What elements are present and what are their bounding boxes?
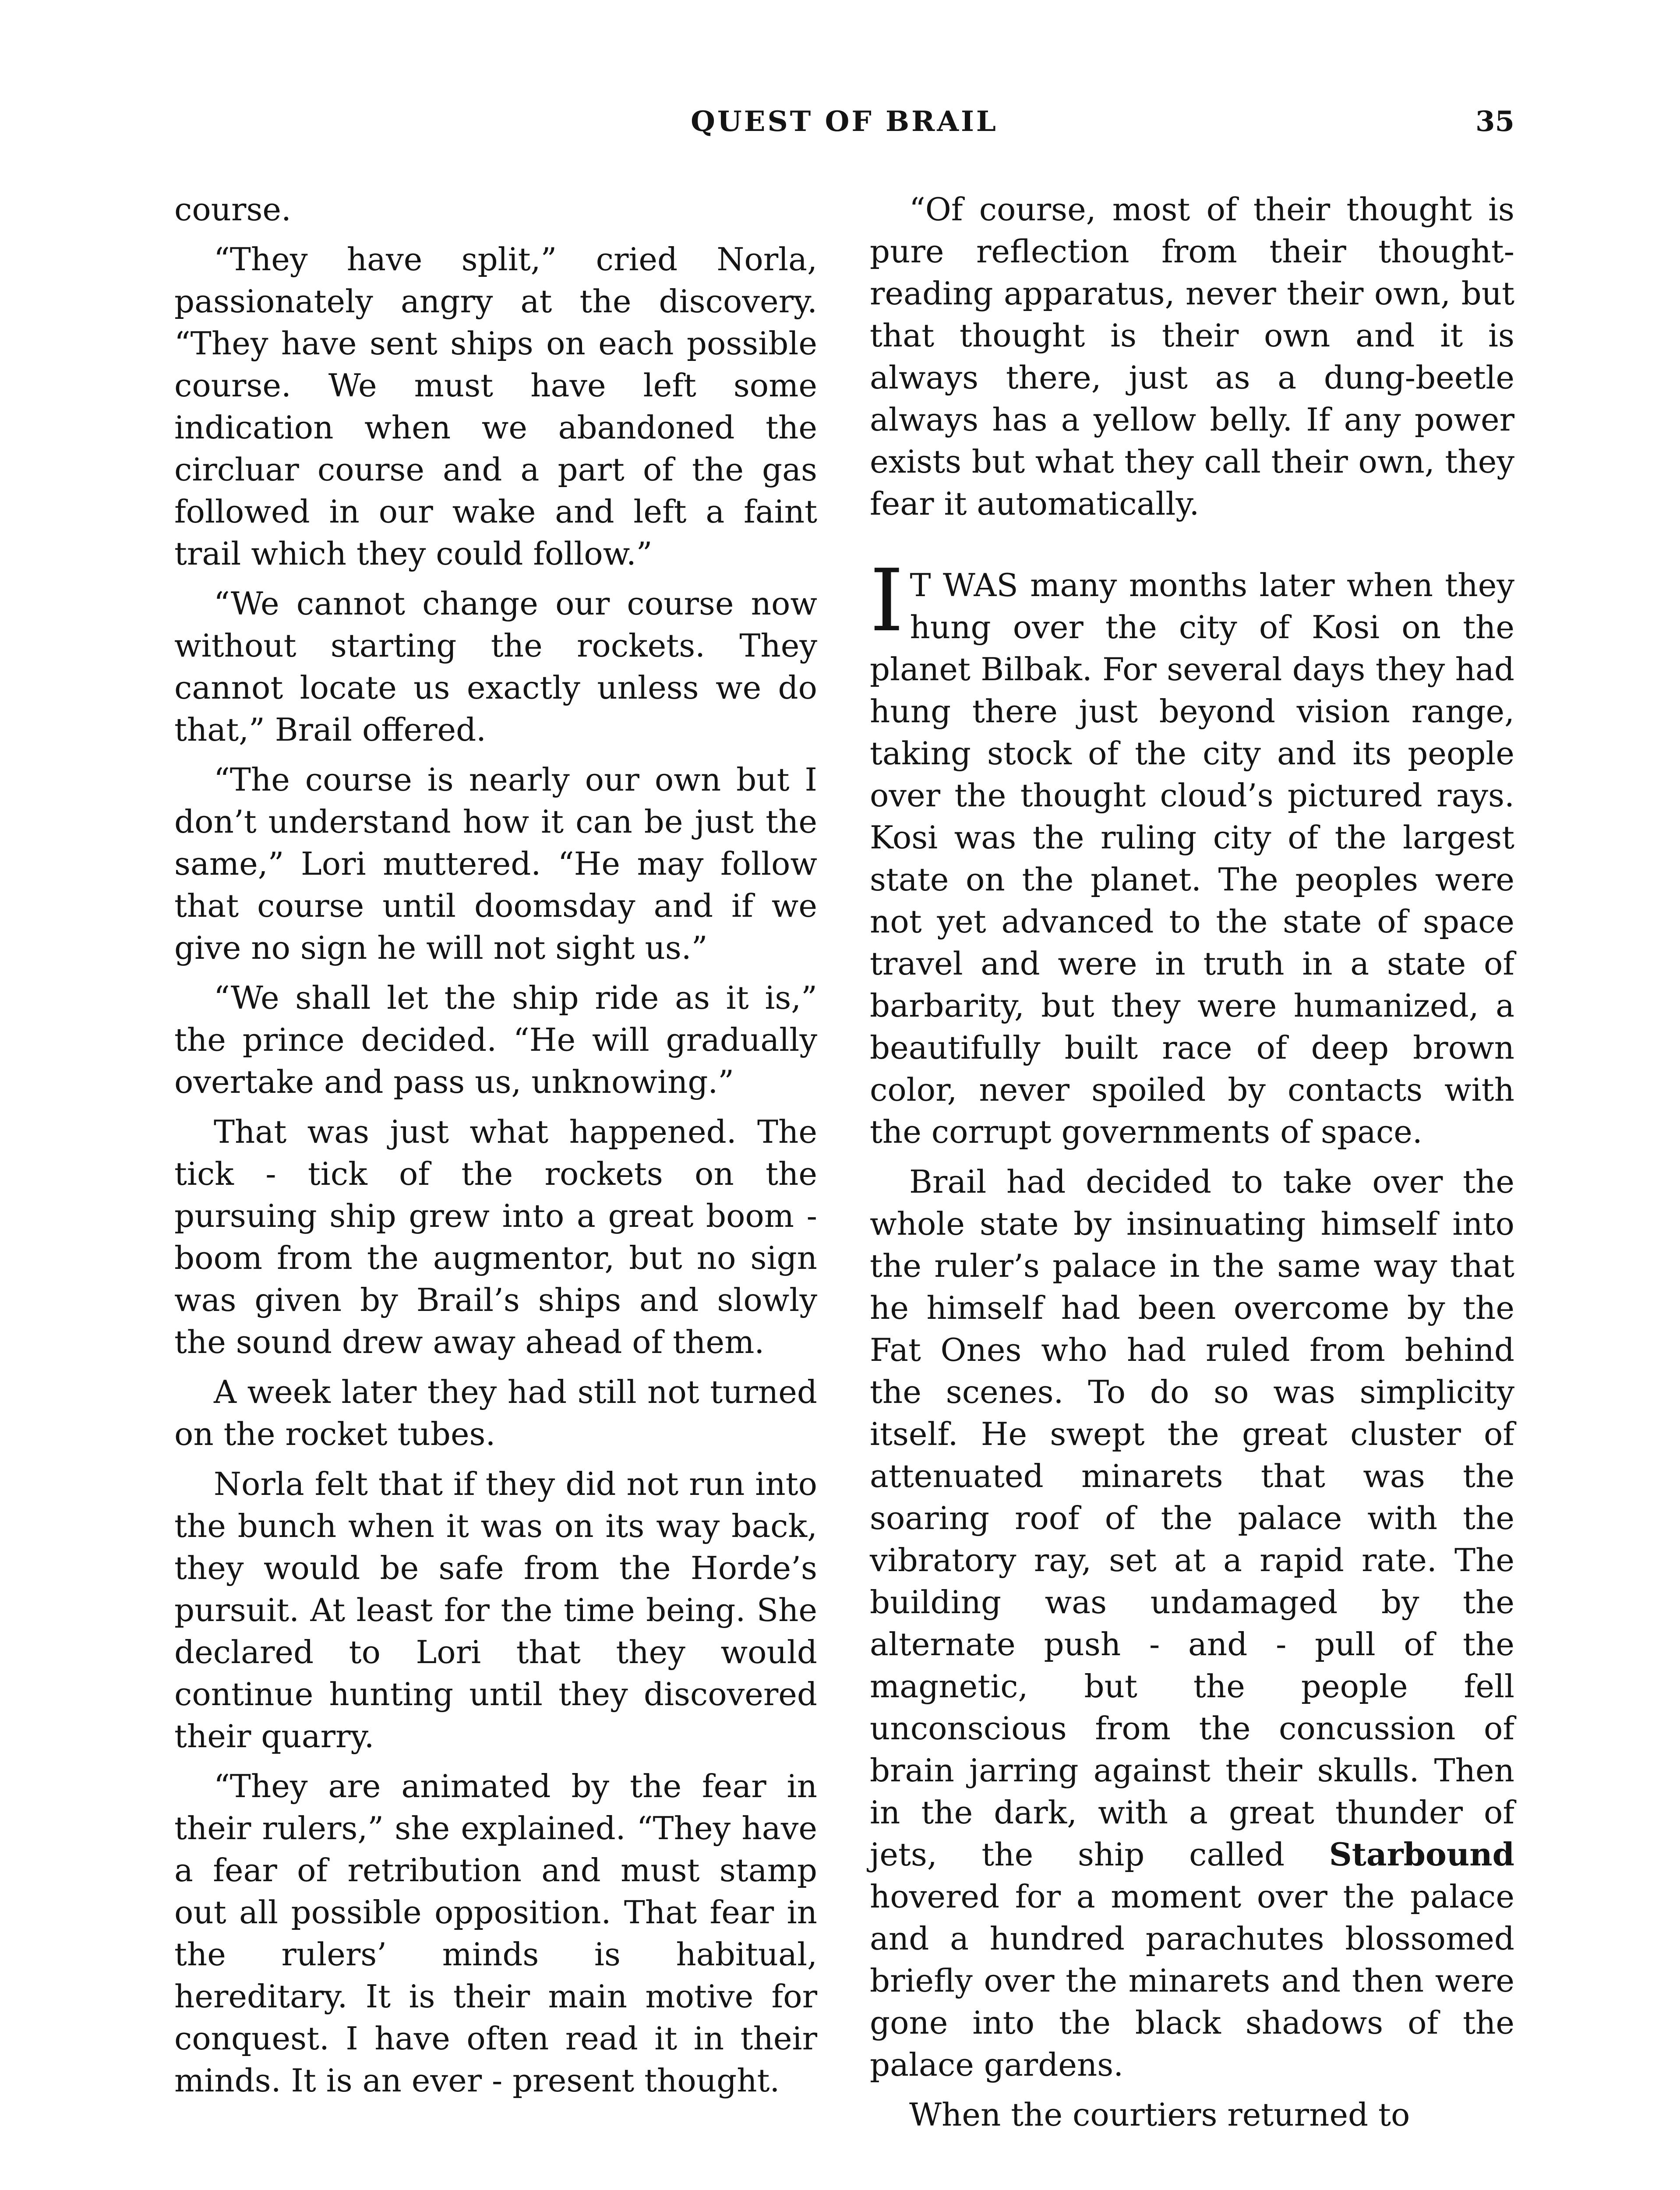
paragraph: “They have split,” cried Norla, passionately angry at the discovery. “They have sent ships on each possible course. We must have left some indication when we abandoned the circluar course and a part of the gas followed in our wake and left a faint trail which they could follow.” — [174, 241, 817, 572]
paragraph: “The course is nearly our own but I don’t understand how it can be just the same,” Lori muttered. “He may follow that course until doomsday and if we give no sign he will not sight us.” — [174, 761, 817, 966]
section-start-paragraph — [870, 551, 1514, 1153]
paragraph: “Of course, most of their thought is pure reflection from their thought-reading apparatus, never their own, but that thought is their own and it is always there, just as a dung-beetle always has a yellow belly. If any power exists but what they call their own, they fear it automatically. — [870, 191, 1514, 522]
paragraph: Norla felt that if they did not run into the bunch when it was on its way back, they would be safe from the Horde’s pursuit. At least for the time being. She declared to Lori that they would continue hunting until they discovered their quarry. — [174, 1466, 817, 1755]
ship-name: Starbound — [1329, 1836, 1514, 1873]
paragraph: course. — [174, 191, 291, 228]
paragraph: “We cannot change our course now without starting the rockets. They cannot locate us exactly unless we do that,” Brail offered. — [174, 585, 817, 748]
left-column — [174, 188, 817, 2109]
paragraph: “They are animated by the fear in their rulers,” she explained. “They have a fear of retribution and must stamp out all possible opposition. That fear in the rulers’ minds is habitual, hereditary. It is their main motive for conquest. I have often read it in their minds. It is an ever - present thought. — [174, 1768, 817, 2099]
right-column — [870, 188, 1514, 2144]
drop-cap: I — [870, 551, 904, 651]
paragraph-text: Brail had decided to take over the whole state by insinuating himself into the ruler’s palace in the same way that he himself had been overcome by the Fat Ones who had ruled from behind the scenes. To do so was simplicity itself. He swept the great cluster of attenuated minarets that was the soaring roof of the palace with the vibratory ray, set at a rapid rate. The building was undamaged by the alternate push - and - pull of the magnetic, but the people fell unconscious from the concussion of brain jarring against their skulls. Then in the dark, with a great thunder of jets, the ship called — [870, 1163, 1514, 1873]
running-title: QUEST OF BRAIL — [691, 105, 998, 138]
page-number: 35 — [1475, 105, 1514, 138]
paragraph: “We shall let the ship ride as it is,” the prince decided. “He will gradually overtake and pass us, unknowing.” — [174, 979, 817, 1100]
paragraph — [870, 1161, 1514, 2086]
paragraph-text: hovered for a moment over the palace and a hundred parachutes blossomed briefly over the minarets and then were gone into the black shadows of the palace gardens. — [870, 1878, 1514, 2083]
paragraph: A week later they had still not turned on the rocket tubes. — [174, 1374, 817, 1452]
paragraph-text: T WAS many months later when they hung over the city of Kosi on the planet Bilbak. For several days they had hung there just beyond vision range, taking stock of the city and its people over the thought cloud’s pictured rays. Kosi was the ruling city of the largest state on the planet. The peoples were not yet advanced to the state of space travel and were in truth in a state of barbarity, but they were humanized, a beautifully built race of deep brown color, never spoiled by contacts with the corrupt governments of space. — [870, 567, 1514, 1150]
paragraph: When the courtiers returned to — [909, 2096, 1410, 2133]
page-header — [174, 105, 1514, 149]
paragraph: That was just what happened. The tick - tick of the rockets on the pursuing ship grew into a great boom - boom from the augmentor, but no sign was given by Brail’s ships and slowly the sound drew away ahead of them. — [174, 1113, 817, 1360]
